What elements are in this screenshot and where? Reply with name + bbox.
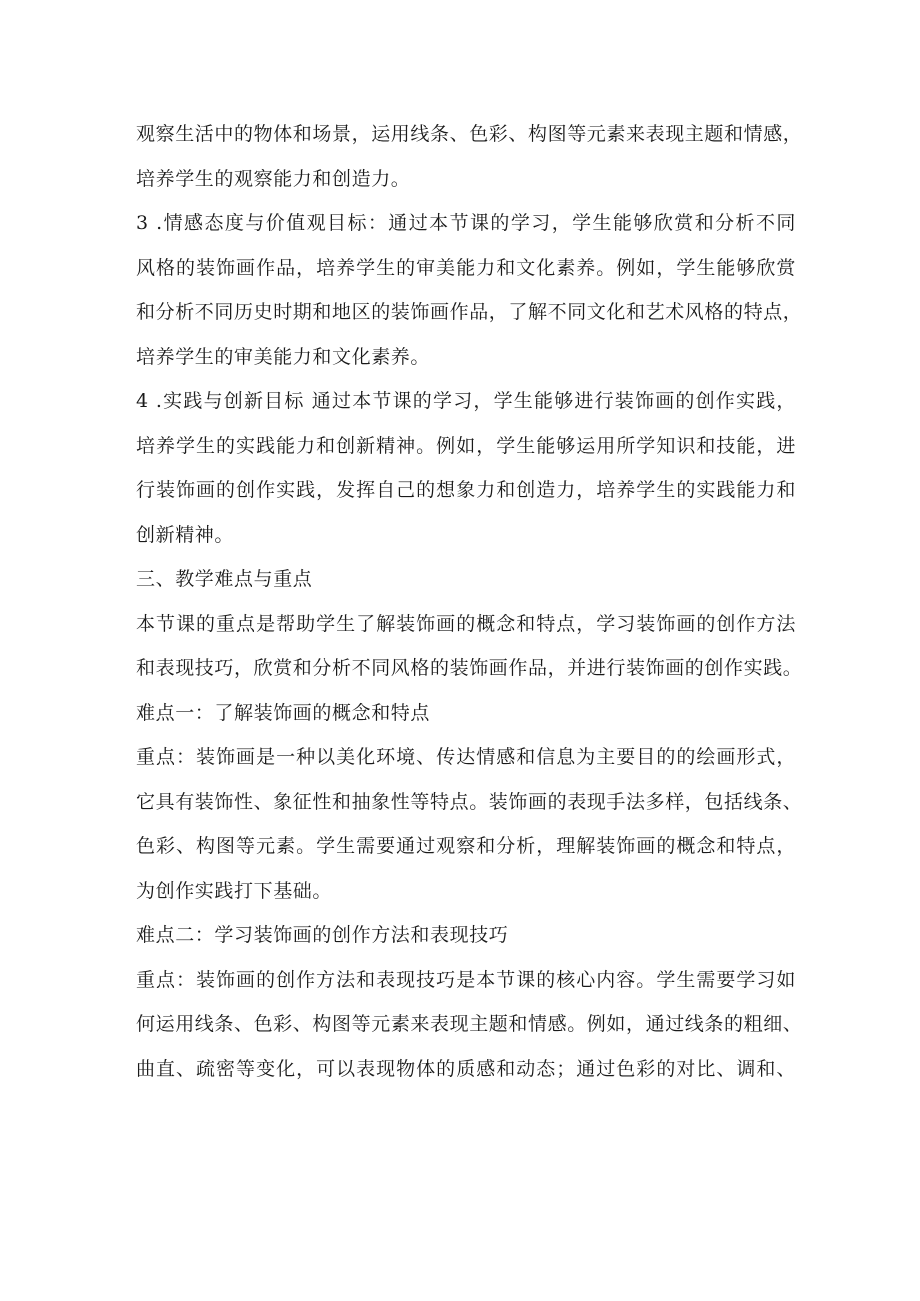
text-line: 何运用线条、色彩、构图等元素来表现主题和情感。例如，通过线条的粗细、 <box>136 1013 803 1035</box>
section-heading-difficulties <box>136 557 796 602</box>
text-line: 4 .实践与创新目标 通过本节课的学习，学生能够进行装饰画的创作实践， <box>136 390 796 412</box>
text-line: 创新精神。 <box>136 523 235 546</box>
text-line: 观察生活中的物体和场景，运用线条、色彩、构图等元素来表现主题和情感， <box>136 123 803 145</box>
difficulty-two-heading <box>136 913 796 958</box>
text-line: 风格的装饰画作品，培养学生的审美能力和文化素养。例如，学生能够欣赏 <box>136 256 796 279</box>
text-line: 培养学生的观察能力和创造力。 <box>136 167 411 190</box>
text-line: 重点：装饰画的创作方法和表现技巧是本节课的核心内容。学生需要学习如 <box>136 968 796 991</box>
paragraph-goal-2-continued <box>136 112 803 201</box>
text-line: 和分析不同历史时期和地区的装饰画作品，了解不同文化和艺术风格的特点， <box>136 301 803 323</box>
paragraph-goal-4 <box>136 379 796 557</box>
text-line: 色彩、构图等元素。学生需要通过观察和分析，理解装饰画的概念和特点， <box>136 835 796 857</box>
text-line: 行装饰画的创作实践，发挥自己的想象力和创造力，培养学生的实践能力和 <box>136 479 796 501</box>
paragraph-key-points-intro <box>136 602 803 691</box>
text-line: 它具有装饰性、象征性和抽象性等特点。装饰画的表现手法多样，包括线条、 <box>136 790 803 813</box>
text-line: 本节课的重点是帮助学生了解装饰画的概念和特点，学习装饰画的创作方法 <box>136 612 796 635</box>
text-line: 培养学生的实践能力和创新精神。例如，学生能够运用所学知识和技能，进 <box>136 434 796 457</box>
section-heading: 三、教学难点与重点 <box>136 568 313 590</box>
subheading: 难点二：学习装饰画的创作方法和表现技巧 <box>136 924 509 946</box>
text-line: 重点：装饰画是一种以美化环境、传达情感和信息为主要目的的绘画形式， <box>136 746 796 768</box>
text-line: 和表现技巧，欣赏和分析不同风格的装饰画作品，并进行装饰画的创作实践。 <box>136 657 803 679</box>
subheading: 难点一：了解装饰画的概念和特点 <box>136 701 431 724</box>
difficulty-one-heading <box>136 691 796 736</box>
text-line: 培养学生的审美能力和文化素养。 <box>136 345 431 368</box>
document-body <box>136 112 803 1091</box>
paragraph-difficulty-two-focus <box>136 958 803 1092</box>
paragraph-difficulty-one-focus <box>136 735 803 913</box>
paragraph-goal-3 <box>136 201 803 379</box>
text-line: 曲直、疏密等变化，可以表现物体的质感和动态；通过色彩的对比、调和、 <box>136 1057 796 1080</box>
text-line: 为创作实践打下基础。 <box>136 879 333 902</box>
text-line: 3 .情感态度与价值观目标：通过本节课的学习，学生能够欣赏和分析不同 <box>136 212 796 234</box>
